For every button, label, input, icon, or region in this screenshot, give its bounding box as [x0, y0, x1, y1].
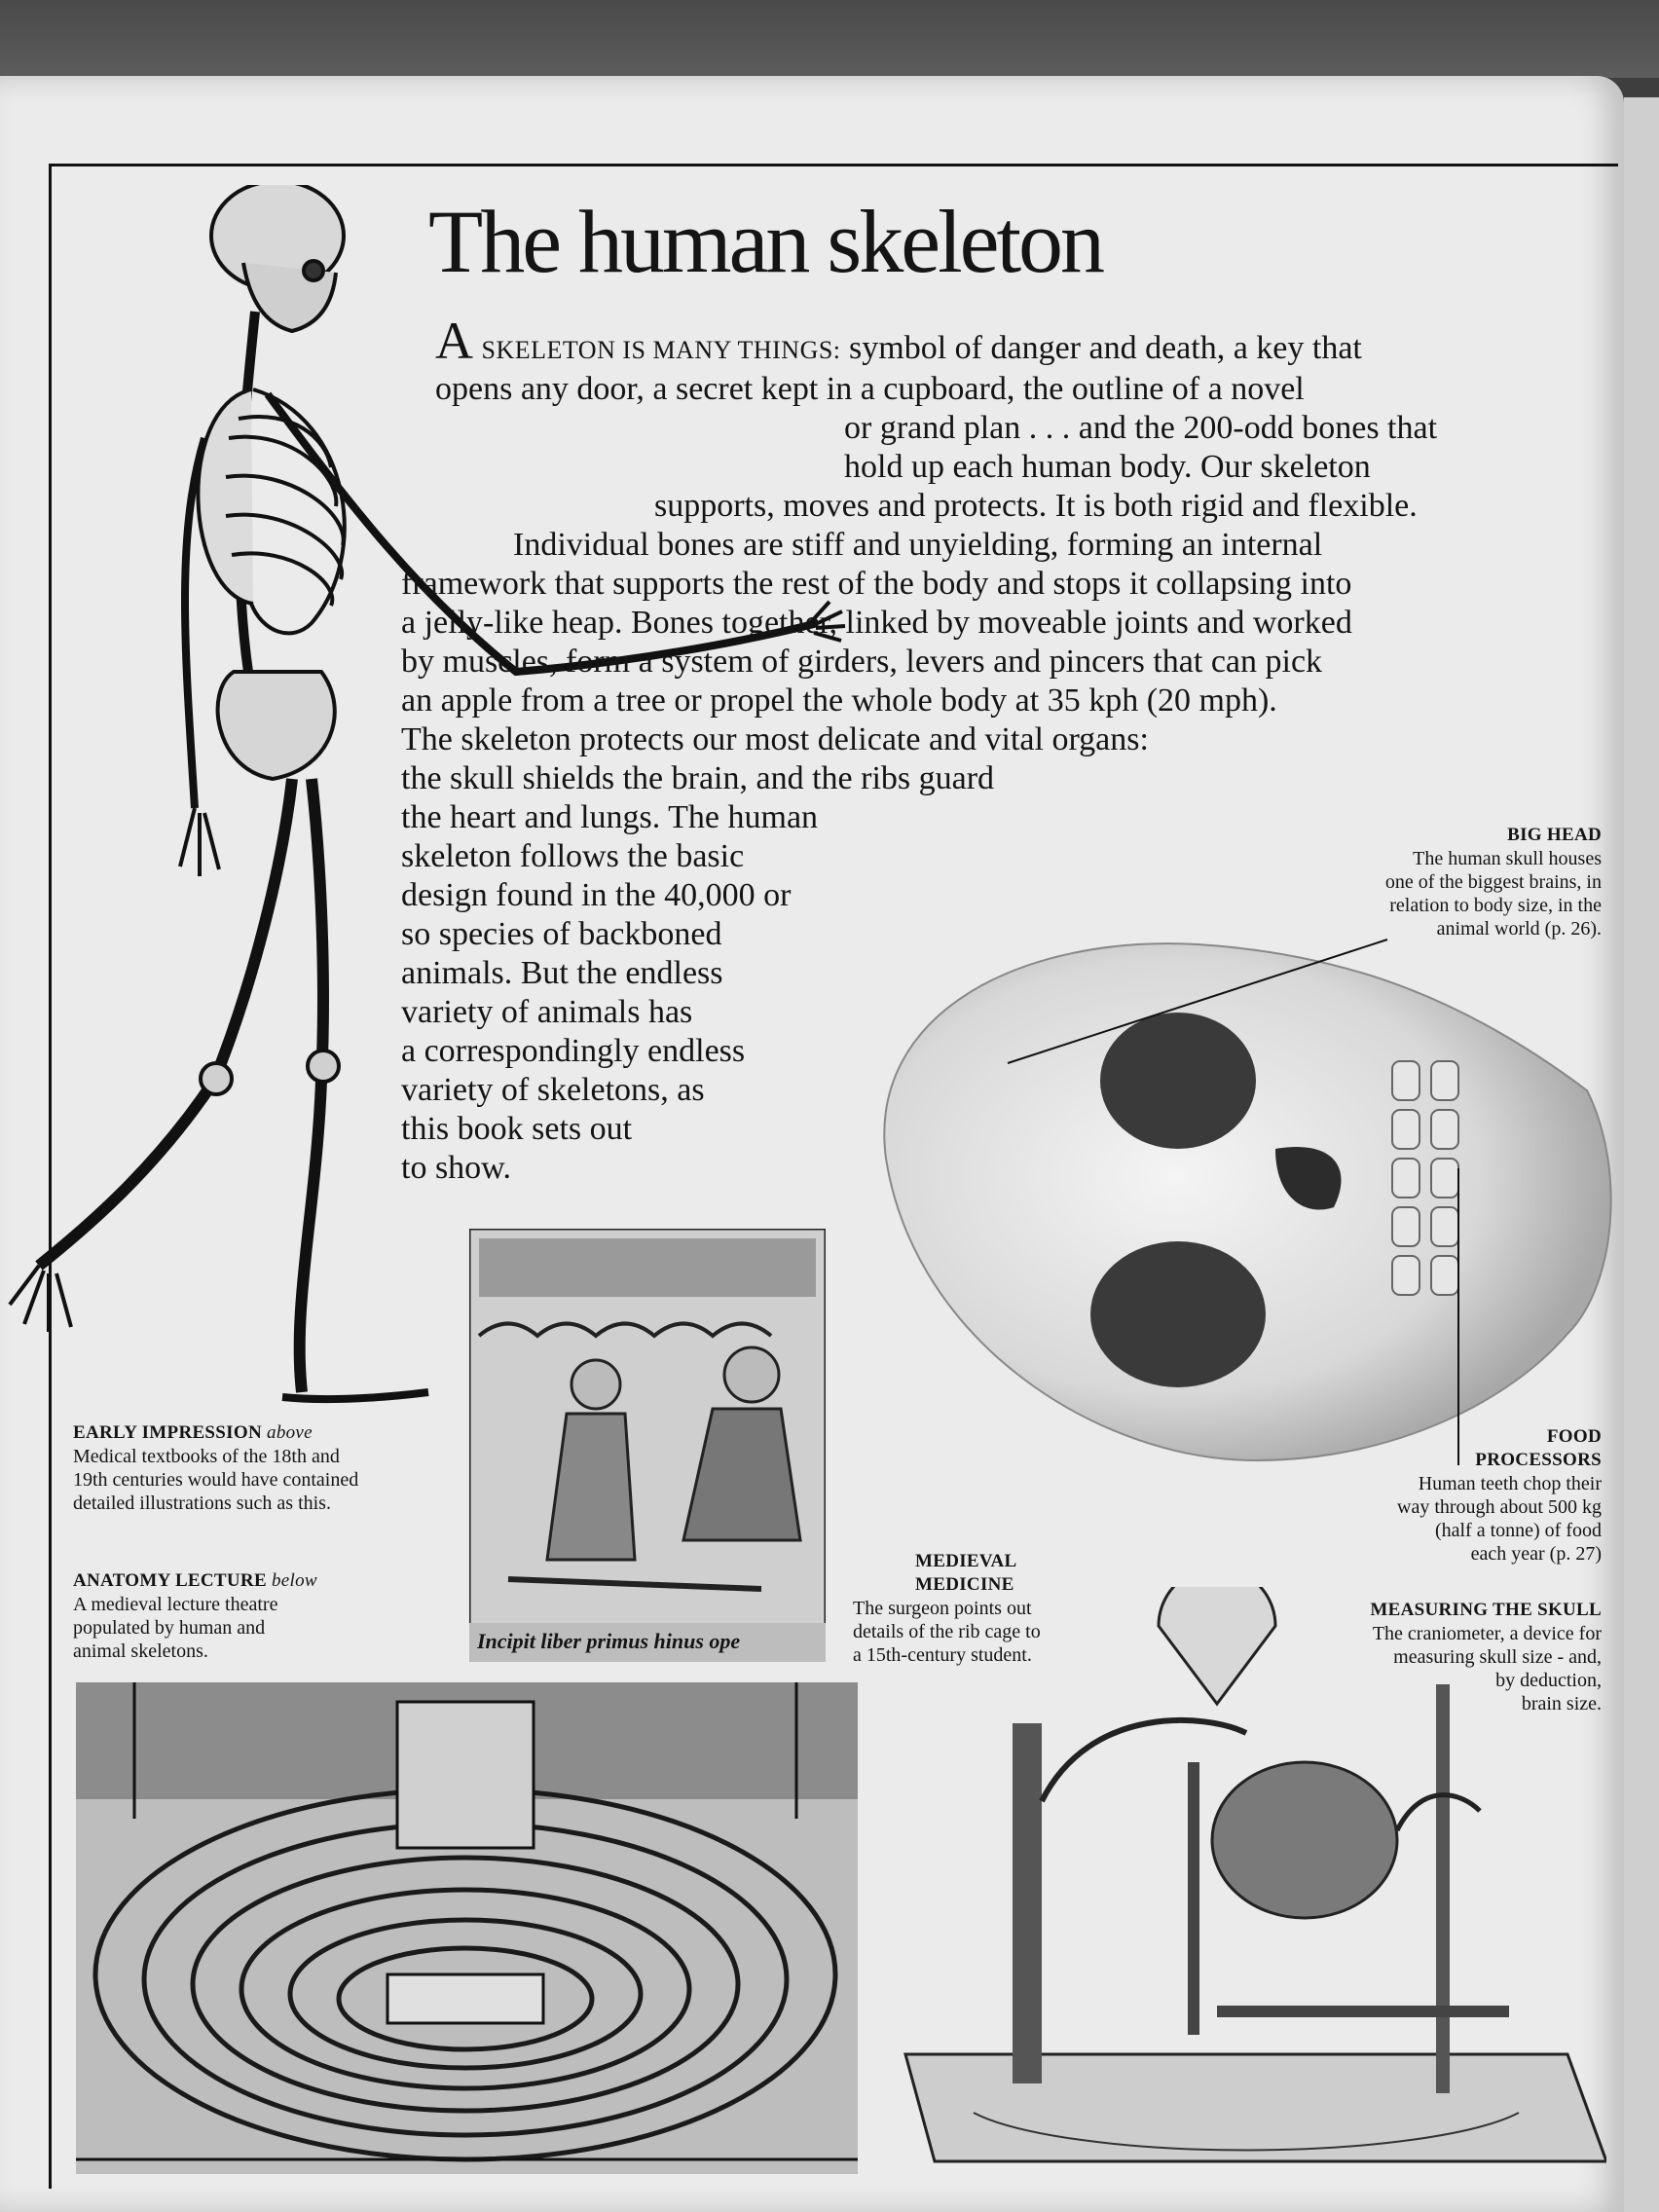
caption-line: animal world (p. 26).	[1436, 918, 1602, 940]
caption-line: each year (p. 27)	[1470, 1543, 1602, 1565]
intro-line: a correspondingly endless	[401, 1033, 746, 1069]
intro-line: opens any door, a secret kept in a cupboard, the outline of a novel	[435, 371, 1305, 407]
intro-line: a jelly-like heap. Bones together, linked by moveable joints and worked	[401, 605, 1352, 641]
caption-line: details of the rib cage to	[853, 1621, 1041, 1642]
caption-line: a 15th-century student.	[853, 1644, 1032, 1666]
caption-heading: MEDICINE	[915, 1574, 1014, 1595]
intro-line: the skull shields the brain, and the ribs guard	[401, 760, 995, 796]
caption-line: relation to body size, in the	[1389, 895, 1602, 916]
caption-line: one of the biggest brains, in	[1384, 871, 1602, 893]
big-head-leader-line	[1003, 935, 1392, 1071]
intro-line: an apple from a tree or propel the whole body at 35 kph (20 mph).	[401, 682, 1277, 719]
intro-lead-caps: SKELETON IS MANY THINGS:	[481, 336, 841, 364]
caption-line: by deduction,	[1495, 1670, 1602, 1691]
caption-line: populated by human and	[73, 1617, 266, 1639]
caption-heading: MEASURING THE SKULL	[1370, 1600, 1602, 1620]
intro-line: or grand plan . . . and the 200-odd bones that	[844, 410, 1438, 446]
frame-rule-top	[49, 164, 1618, 166]
intro-line: framework that supports the rest of the body and stops it collapsing into	[401, 566, 1352, 602]
caption-anatomy-lecture	[73, 1569, 404, 1663]
caption-heading: FOOD	[1546, 1426, 1602, 1447]
background-top	[0, 0, 1659, 78]
caption-line: measuring skull size - and,	[1393, 1646, 1602, 1668]
intro-line: The skeleton protects our most delicate and vital organs:	[401, 721, 1149, 757]
intro-line: the heart and lungs. The human	[401, 799, 819, 835]
intro-line: symbol of danger and death, a key that	[849, 330, 1362, 366]
intro-line: hold up each human body. Our skeleton	[844, 449, 1371, 485]
caption-big-head	[1266, 824, 1602, 940]
woodcut-inscription: Incipit liber primus hinus ope	[477, 1630, 741, 1653]
intro-line: variety of skeletons, as	[401, 1072, 705, 1108]
caption-heading-suffix: below	[271, 1570, 317, 1591]
caption-line: Human teeth chop their	[1418, 1473, 1602, 1494]
intro-line: animals. But the endless	[401, 955, 723, 991]
medieval-woodcut	[469, 1229, 826, 1662]
caption-measuring-skull	[1266, 1599, 1602, 1715]
caption-food-processors	[1305, 1425, 1602, 1566]
intro-line: Individual bones are stiff and unyielding, forming an internal	[513, 527, 1323, 563]
caption-line: animal skeletons.	[73, 1641, 208, 1662]
intro-line: skeleton follows the basic	[401, 838, 745, 874]
caption-heading: PROCESSORS	[1475, 1450, 1602, 1470]
caption-line: brain size.	[1521, 1693, 1602, 1714]
intro-line: by muscles, form a system of girders, levers and pincers that can pick	[401, 644, 1323, 680]
caption-heading: ANATOMY LECTURE	[73, 1570, 267, 1591]
intro-line: this book sets out	[401, 1111, 633, 1147]
page-title: The human skeleton	[428, 192, 1103, 291]
intro-line: variety of animals has	[401, 994, 693, 1030]
caption-line: 19th centuries would have contained	[73, 1469, 359, 1491]
caption-line: detailed illustrations such as this.	[73, 1493, 331, 1514]
caption-heading-suffix: above	[267, 1422, 313, 1443]
intro-line: supports, moves and protects. It is both rigid and flexible.	[654, 488, 1418, 524]
caption-medieval-medicine	[853, 1550, 1125, 1667]
drop-cap: A	[435, 312, 473, 370]
caption-line: The craniometer, a device for	[1372, 1623, 1602, 1644]
caption-line: A medieval lecture theatre	[73, 1594, 278, 1615]
intro-line: to show.	[401, 1150, 512, 1186]
caption-heading: BIG HEAD	[1507, 825, 1602, 845]
caption-line: The human skull houses	[1413, 848, 1602, 869]
caption-early-impression	[73, 1421, 462, 1515]
caption-line: The surgeon points out	[853, 1598, 1032, 1619]
caption-heading: MEDIEVAL	[915, 1551, 1017, 1571]
intro-line: design found in the 40,000 or	[401, 877, 792, 913]
caption-line: Medical textbooks of the 18th and	[73, 1446, 340, 1467]
next-page-edge	[1624, 97, 1659, 2212]
caption-line: way through about 500 kg	[1397, 1496, 1602, 1518]
caption-heading: EARLY IMPRESSION	[73, 1422, 262, 1443]
caption-line: (half a tonne) of food	[1434, 1520, 1602, 1541]
anatomy-theatre-engraving	[76, 1682, 858, 2174]
food-processors-leader-line	[1457, 1168, 1459, 1465]
intro-line: so species of backboned	[401, 916, 722, 952]
